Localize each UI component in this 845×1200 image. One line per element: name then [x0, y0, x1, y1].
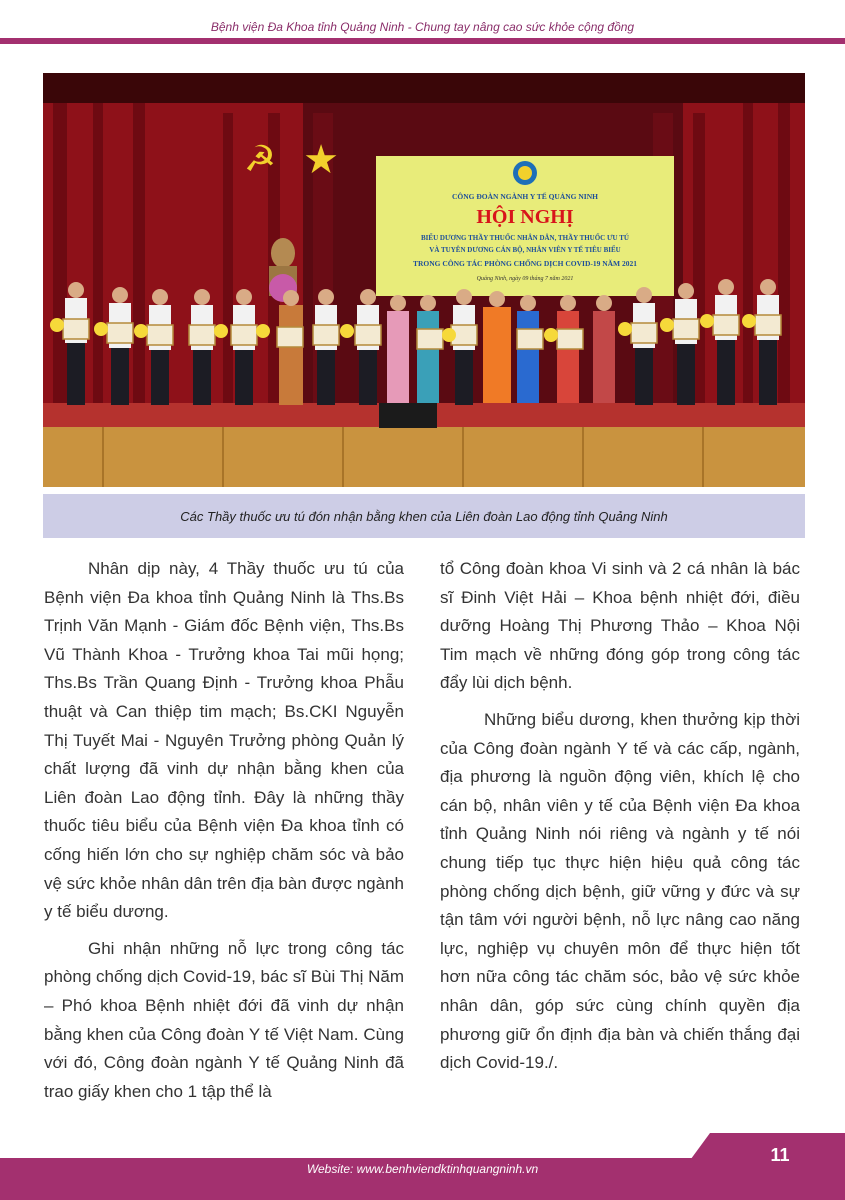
footer-website: Website: www.benhviendktinhquangninh.vn [306, 1162, 539, 1176]
banner-line2: VÀ TUYÊN DƯƠNG CÁN BỘ, NHÂN VIÊN Y TẾ TIÊU BIỂU [429, 246, 621, 254]
star-icon: ★ [303, 138, 339, 182]
article-column-right [440, 555, 800, 1086]
page-number: 11 [770, 1145, 790, 1165]
page-header-text: Bệnh viện Đa Khoa tỉnh Quảng Ninh - Chung tay nâng cao sức khỏe cộng đồng [210, 20, 635, 34]
ceremony-photo [43, 73, 805, 487]
photo-caption: Các Thầy thuốc ưu tú đón nhận bằng khen của Liên đoàn Lao động tỉnh Quảng Ninh [43, 494, 805, 538]
article-paragraph-2-continued: tổ Công đoàn khoa Vi sinh và 2 cá nhân là bác sĩ Đinh Việt Hải – Khoa bệnh nhiệt đới, điều dưỡng Hoàng Thị Phương Thảo – Khoa Nội Tim mạch về những đóng góp trong công tác đẩy lùi dịch bệnh. [440, 559, 800, 693]
hammer-sickle-icon: ☭ [243, 138, 277, 179]
banner-date: Quảng Ninh, ngày 09 tháng 7 năm 2021 [476, 276, 574, 282]
header-bar [0, 38, 845, 44]
article-column-left [44, 555, 404, 1114]
banner-org: CÔNG ĐOÀN NGÀNH Y TẾ QUẢNG NINH [452, 192, 598, 201]
banner-line3: TRONG CÔNG TÁC PHÒNG CHỐNG DỊCH COVID-19 NĂM 2021 [412, 259, 638, 268]
article-paragraph-1: Nhân dịp này, 4 Thầy thuốc ưu tú của Bệnh viện Đa khoa tỉnh Quảng Ninh là Ths.Bs Trịnh Văn Mạnh - Giám đốc Bệnh viện, Ths.Bs Vũ Thành Khoa - Trưởng khoa Tai mũi họng; Ths.Bs Trần Quang Định - Trưởng khoa Phẫu thuật và Can thiệp tim mạch; Bs.CKI Nguyễn Thị Tuyết Mai - Nguyên Trưởng phòng Quản lý chất lượng đã vinh dự nhận bằng khen của Liên đoàn Lao động tỉnh. Đây là những thầy thuốc tiêu biểu của Bệnh viện Đa khoa tỉnh có cống hiến lớn cho sự nghiệp chăm sóc và bảo vệ sức khỏe nhân dân trên địa bàn được ngành y tế biểu dương. [44, 559, 404, 922]
banner-title: HỘI NGHỊ [476, 206, 574, 228]
article-paragraph-3: Những biểu dương, khen thưởng kịp thời của Công đoàn ngành Y tế và các cấp, ngành, địa phương là nguồn động viên, khích lệ cho cán bộ, nhân viên y tế của Bệnh viện Đa khoa tỉnh Quảng Ninh nói riêng và ngành y tế nói chung tiếp tục thực hiện hiệu quả công tác phòng chống dịch bệnh, giữ vững y đức và sự tận tâm với người bệnh, nỗ lực nâng cao năng lực, nghiệp vụ chuyên môn để thực hiện tốt hơn nữa công tác chăm sóc, bảo vệ sức khỏe nhân dân, góp sức cùng chính quyền địa phương giữ ổn định địa bàn và chiến thắng đại dịch Covid-19./. [440, 709, 800, 1073]
banner-line1: BIỂU DƯƠNG THẦY THUỐC NHÂN DÂN, THẦY THUỐC ƯU TÚ [421, 234, 629, 242]
article-paragraph-2: Ghi nhận những nỗ lực trong công tác phòng chống dịch Covid-19, bác sĩ Bùi Thị Năm – Phó khoa Bệnh nhiệt đới đã vinh dự nhận bằng khen của Công đoàn Y tế Việt Nam. Cùng với đó, Công đoàn ngành Y tế Quảng Ninh đã trao giấy khen cho 1 tập thể là [44, 938, 404, 1101]
